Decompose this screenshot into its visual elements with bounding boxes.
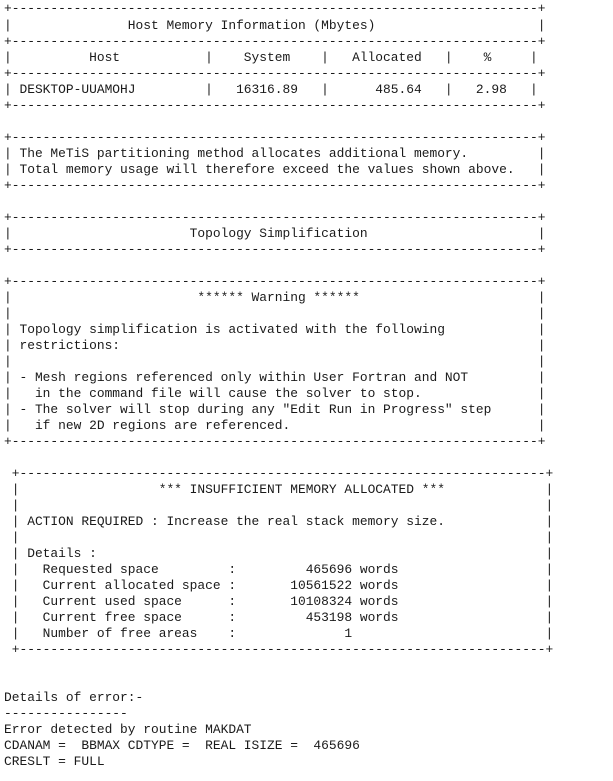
log-line: | Total memory usage will therefore exceed the values shown above. | <box>4 162 546 177</box>
log-line: | if new 2D regions are referenced. | <box>4 418 546 433</box>
log-line: | Current free space : 453198 words | <box>4 610 554 625</box>
log-line: | - Mesh regions referenced only within User Fortran and NOT | <box>4 370 546 385</box>
log-line: | ****** Warning ****** | <box>4 290 546 305</box>
log-line: | | <box>4 306 546 321</box>
log-line: | The MeTiS partitioning method allocates additional memory. | <box>4 146 546 161</box>
log-line: +--------------------------------------------------------------------+ <box>4 434 546 449</box>
log-line: | restrictions: | <box>4 338 546 353</box>
log-line: ---------------- <box>4 706 128 721</box>
log-line: | Details : | <box>4 546 554 561</box>
log-line: | | <box>4 530 554 545</box>
log-line: | Current allocated space : 10561522 words | <box>4 578 554 593</box>
log-line: Error detected by routine MAKDAT <box>4 722 252 737</box>
log-line: +--------------------------------------------------------------------+ <box>4 66 546 81</box>
log-line: | ACTION REQUIRED : Increase the real stack memory size. | <box>4 514 554 529</box>
log-line: +--------------------------------------------------------------------+ <box>4 178 546 193</box>
log-line: CDANAM = BBMAX CDTYPE = REAL ISIZE = 465696 <box>4 738 360 753</box>
log-line: | Topology simplification is activated with the following | <box>4 322 546 337</box>
log-line: | | <box>4 354 546 369</box>
log-line: | - The solver will stop during any "Edit Run in Progress" step | <box>4 402 546 417</box>
log-line: +--------------------------------------------------------------------+ <box>4 130 546 145</box>
log-line: +--------------------------------------------------------------------+ <box>4 1 546 16</box>
log-line: | Requested space : 465696 words | <box>4 562 554 577</box>
log-line: CRESLT = FULL <box>4 754 105 769</box>
log-line: +--------------------------------------------------------------------+ <box>4 242 546 257</box>
log-line: | Host | System | Allocated | % | <box>4 50 538 65</box>
log-line: +--------------------------------------------------------------------+ <box>4 274 546 289</box>
log-line: Details of error:- <box>4 690 144 705</box>
log-line: +--------------------------------------------------------------------+ <box>4 34 546 49</box>
log-line: +--------------------------------------------------------------------+ <box>4 98 546 113</box>
log-line: | in the command file will cause the solver to stop. | <box>4 386 546 401</box>
log-line: +--------------------------------------------------------------------+ <box>4 642 554 657</box>
log-line: +--------------------------------------------------------------------+ <box>4 210 546 225</box>
log-line: | Current used space : 10108324 words | <box>4 594 554 609</box>
log-line: +--------------------------------------------------------------------+ <box>4 466 554 481</box>
log-line: | Topology Simplification | <box>4 226 546 241</box>
log-line: | *** INSUFFICIENT MEMORY ALLOCATED *** | <box>4 482 554 497</box>
log-line: | Number of free areas : 1 | <box>4 626 554 641</box>
log-line: | | <box>4 498 554 513</box>
log-line: | Host Memory Information (Mbytes) | <box>4 18 546 33</box>
log-line: | DESKTOP-UUAMOHJ | 16316.89 | 485.64 | 2.98 | <box>4 82 538 97</box>
